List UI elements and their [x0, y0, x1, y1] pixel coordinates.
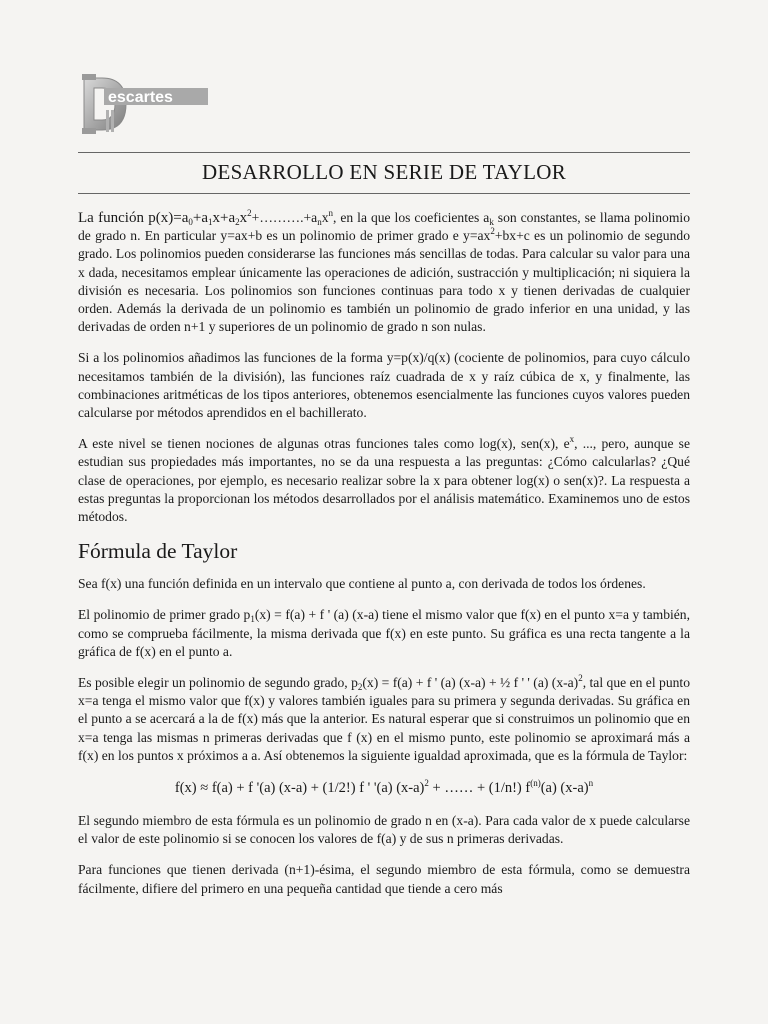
section-paragraph-2: El polinomio de primer grado $p_1(x) = f(a) + f$ ' (a) (x-a) tiene el mismo valor que f(x) en el punto x=a y también, como se comprueba fácilmente, la misma derivada que f(x) en este punto. Su gráfica es una recta tangente a la gráfica de f(x) en el punto a. — [78, 607, 690, 659]
logo-text: escartes — [108, 89, 173, 106]
section-paragraph-3: Es posible elegir un polinomio de segundo grado, $p_2(x) = f(a) + f$ ' (a) (x-a) + ½ f ' ' (a) $(x-a)^2$, tal que en el punto x=a tenga el mismo valor que f(x) y valores también iguales para su primera y segunda derivadas. Su gráfica en el punto a se acercará a la de f(x) más que la anterior. Es natural esperar que si construimos un polinomio que en x=a tenga las mismas n primeras derivadas que f (x) en el mismo punto, este polinomio se aproximará más a f(x) en los puntos x próximos a a. Así obtenemos la siguiente igualdad aproximada, que es la fórmula de Taylor: — [78, 673, 690, 763]
section-heading: Fórmula de Taylor — [78, 539, 238, 564]
intro-paragraph-1: La función $p(x)=a_0+a_1x+a_2x^2+\dots\dots\dots.+a_nx^n$, en la que los coeficientes $a_k$ son constantes, se llama polinomio de grado n. En particular y=ax+b es un polinomio de primer grado e $y=ax^2+bx+c$ es un polinomio de segundo grado. Los polinomios pueden considerarse las funciones más sencillas de todas. Para calcular su valor para una x dada, necesitamos emplear únicamente las operaciones de adición, sustracción y multiplicación; ni siquiera la división es necesaria. Los polinomios son funciones continuas para todo x y tienen derivadas de cualquier orden. Además la derivada de un polinomio es también un polinomio de grado inferior en una unidad, y las derivadas de orden n+1 y superiores de un polinomio de grado n son nulas. — [78, 208, 690, 335]
section-paragraph-4: El segundo miembro de esta fórmula es un polinomio de grado n en (x-a). Para cada valor de x puede calcularse el valor de este polinomio si se conocen los valores de f(a) y de sus n primeras derivadas. — [78, 813, 690, 847]
intro-paragraph-2: Si a los polinomios añadimos las funciones de la forma y=p(x)/q(x) (cociente de polinomios, para cuyo cálculo necesitamos también de la división), las funciones raíz cuadrada de x y raíz cúbica de x, y finalmente, las combinaciones aritméticas de los tipos anteriores, obtenemos esencialmente las funciones cuyos valores pueden calcularse por métodos aprendidos en el bachillerato. — [78, 350, 690, 421]
section-paragraph-1: Sea f(x) una función definida en un intervalo que contiene al punto a, con derivada de todos los órdenes. — [78, 576, 646, 592]
top-rule — [78, 152, 690, 153]
page-title: DESARROLLO EN SERIE DE TAYLOR — [201, 160, 567, 184]
taylor-formula: f(x) ≈ f(a) + f '(a) (x-a) + (1/2!) f ' '(a) $(x-a)^2$ + …… + (1/n!) $f^{(n)}(a)$ $(x-a)^n$ — [174, 778, 594, 797]
intro-paragraph-3: A este nivel se tienen nociones de algunas otras funciones tales como log(x), sen(x), $e^x$, ..., pero, aunque se estudian sus propiedades más importantes, no se da una respuesta a las preguntas: ¿Cómo calcularlas? ¿Qué clase de operaciones, por ejemplo, es necesario realizar sobre la x para obtener log(x) o sen(x)?. La respuesta a estas preguntas la proporcionan los métodos desarrollados por el análisis matemático. Examinemos uno de estos métodos. — [78, 434, 690, 525]
document-body — [78, 209, 690, 911]
section-paragraph-5: Para funciones que tienen derivada (n+1)-ésima, el segundo miembro de esta fórmula, como se demuestra fácilmente, difiere del primero en una pequeña cantidad que tiende a cero más — [78, 862, 690, 896]
descartes-logo — [80, 70, 210, 138]
title-rule — [78, 193, 690, 194]
